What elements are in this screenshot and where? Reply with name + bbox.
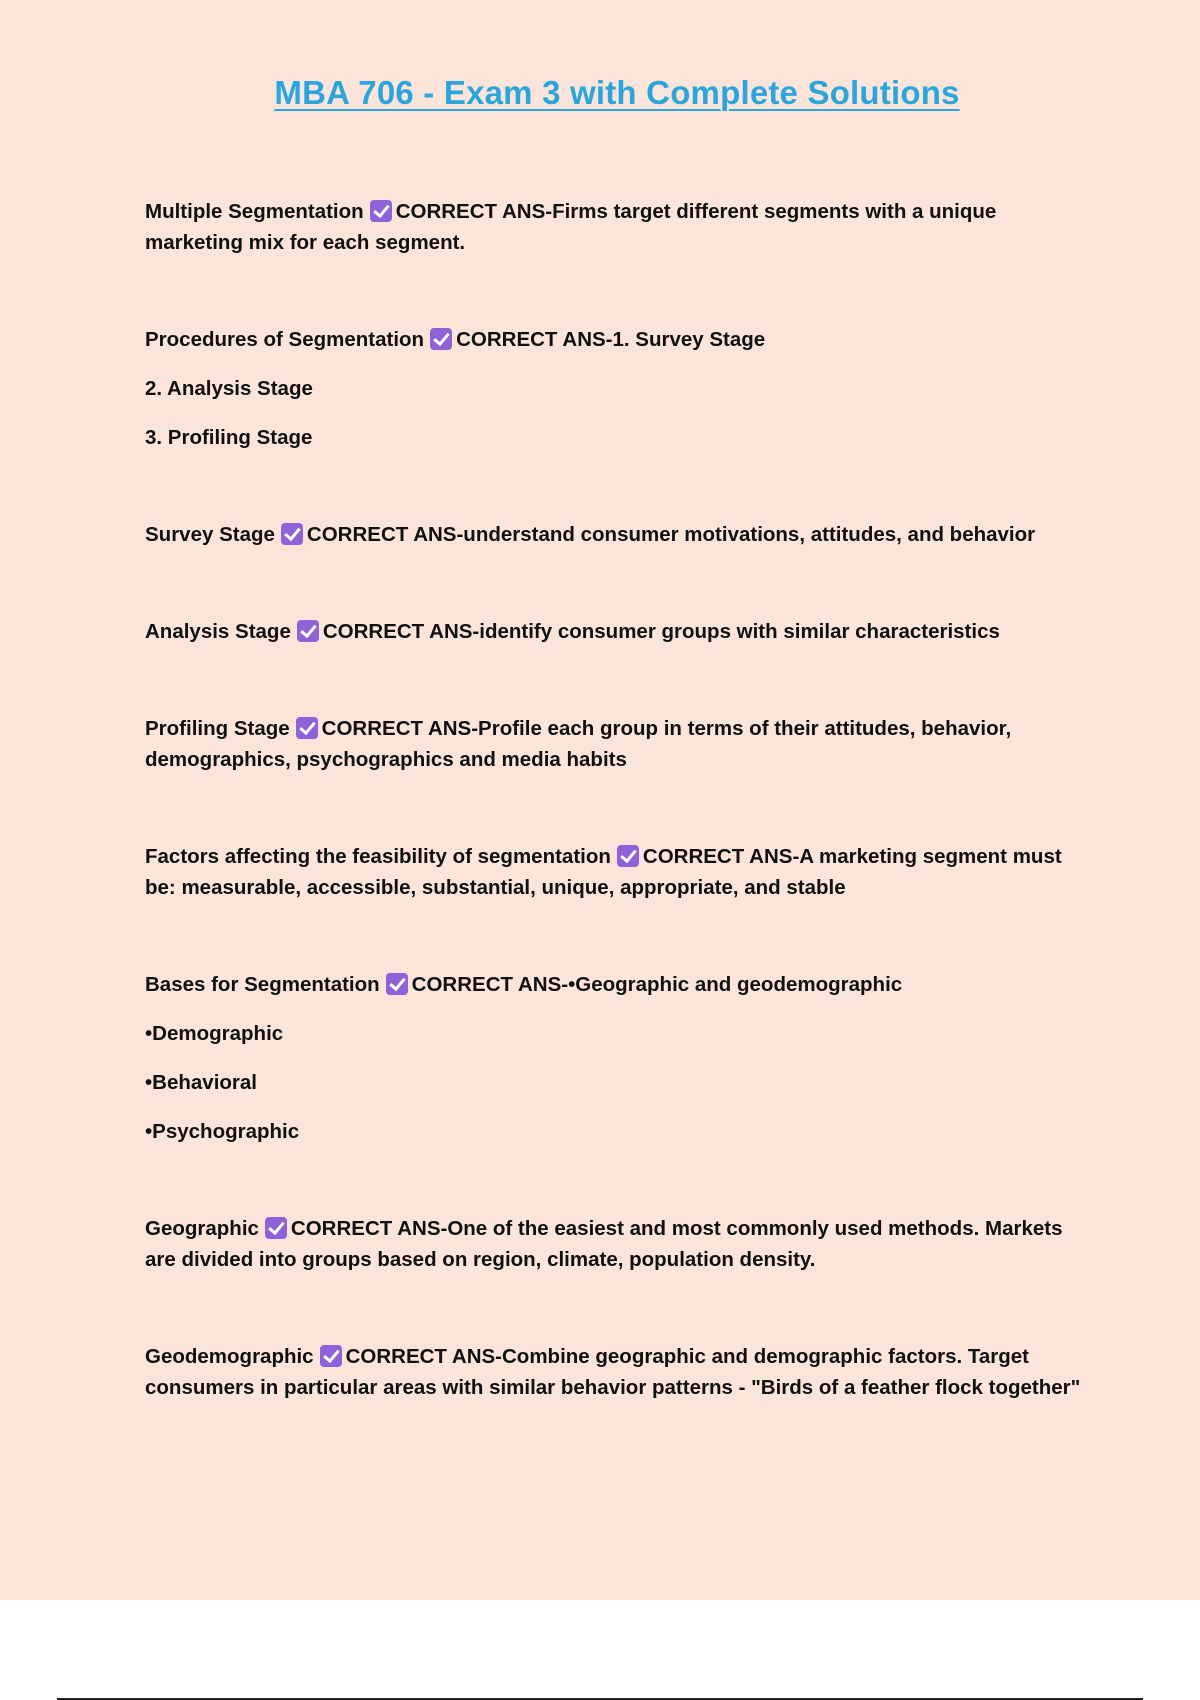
qa-line	[145, 1341, 1085, 1403]
qa-line	[145, 969, 1085, 1000]
qa-line	[145, 713, 1085, 775]
checkbox-check-icon	[370, 200, 392, 222]
qa-extra-line: •Behavioral	[145, 1071, 257, 1094]
checkbox-check-icon	[386, 973, 408, 995]
qa-answer: CORRECT ANS-A marketing segment must be: measurable, accessible, substantial, unique, appropriate, and stable	[145, 845, 1062, 899]
qa-line	[145, 1213, 1085, 1275]
qa-line	[145, 324, 1085, 355]
document-title: MBA 706 - Exam 3 with Complete Solutions	[274, 74, 960, 111]
qa-item	[145, 969, 1085, 1147]
qa-item	[145, 1213, 1085, 1275]
qa-term: Geodemographic	[145, 1345, 314, 1368]
qa-answer: CORRECT ANS-•Geographic and geodemographic	[411, 973, 903, 996]
qa-answer: CORRECT ANS-identify consumer groups with similar characteristics	[322, 620, 1000, 643]
qa-answer: CORRECT ANS-Profile each group in terms of their attitudes, behavior, demographics, psychographics and media habits	[145, 717, 1012, 771]
qa-term: Survey Stage	[145, 523, 275, 546]
qa-term: Analysis Stage	[145, 620, 291, 643]
checkbox-check-icon	[430, 328, 452, 350]
qa-line	[145, 841, 1085, 903]
checkbox-check-icon	[617, 845, 639, 867]
qa-item	[145, 616, 1085, 647]
qa-answer: CORRECT ANS-1. Survey Stage	[456, 328, 766, 351]
qa-extra-line: 3. Profiling Stage	[145, 426, 313, 449]
qa-list	[145, 196, 1085, 1469]
checkbox-check-icon	[296, 717, 318, 739]
qa-answer: CORRECT ANS-Firms target different segments with a unique marketing mix for each segment.	[145, 200, 997, 254]
qa-line	[145, 616, 1085, 647]
qa-answer: CORRECT ANS-understand consumer motivations, attitudes, and behavior	[306, 523, 1036, 546]
qa-item	[145, 841, 1085, 903]
qa-line	[145, 196, 1085, 258]
checkbox-check-icon	[281, 523, 303, 545]
checkbox-check-icon	[297, 620, 319, 642]
qa-item	[145, 1341, 1085, 1403]
qa-item	[145, 324, 1085, 453]
qa-term: Factors affecting the feasibility of segmentation	[145, 845, 611, 868]
qa-item	[145, 713, 1085, 775]
qa-item	[145, 519, 1085, 550]
qa-term: Procedures of Segmentation	[145, 328, 425, 351]
qa-answer: CORRECT ANS-Combine geographic and demographic factors. Target consumers in particular areas with similar behavior patterns - "Birds of a feather flock together"	[145, 1345, 1081, 1399]
qa-term: Geographic	[145, 1217, 259, 1240]
qa-extra-line: •Psychographic	[145, 1120, 300, 1143]
checkbox-check-icon	[320, 1345, 342, 1367]
qa-term: Bases for Segmentation	[145, 973, 380, 996]
qa-term: Multiple Segmentation	[145, 200, 364, 223]
qa-extra-line: 2. Analysis Stage	[145, 377, 313, 400]
qa-term: Profiling Stage	[145, 717, 290, 740]
qa-extra-line: •Demographic	[145, 1022, 284, 1045]
qa-answer: CORRECT ANS-One of the easiest and most commonly used methods. Markets are divided into groups based on region, climate, population density.	[145, 1217, 1063, 1271]
qa-item	[145, 196, 1085, 258]
qa-line	[145, 519, 1085, 550]
checkbox-check-icon	[265, 1217, 287, 1239]
